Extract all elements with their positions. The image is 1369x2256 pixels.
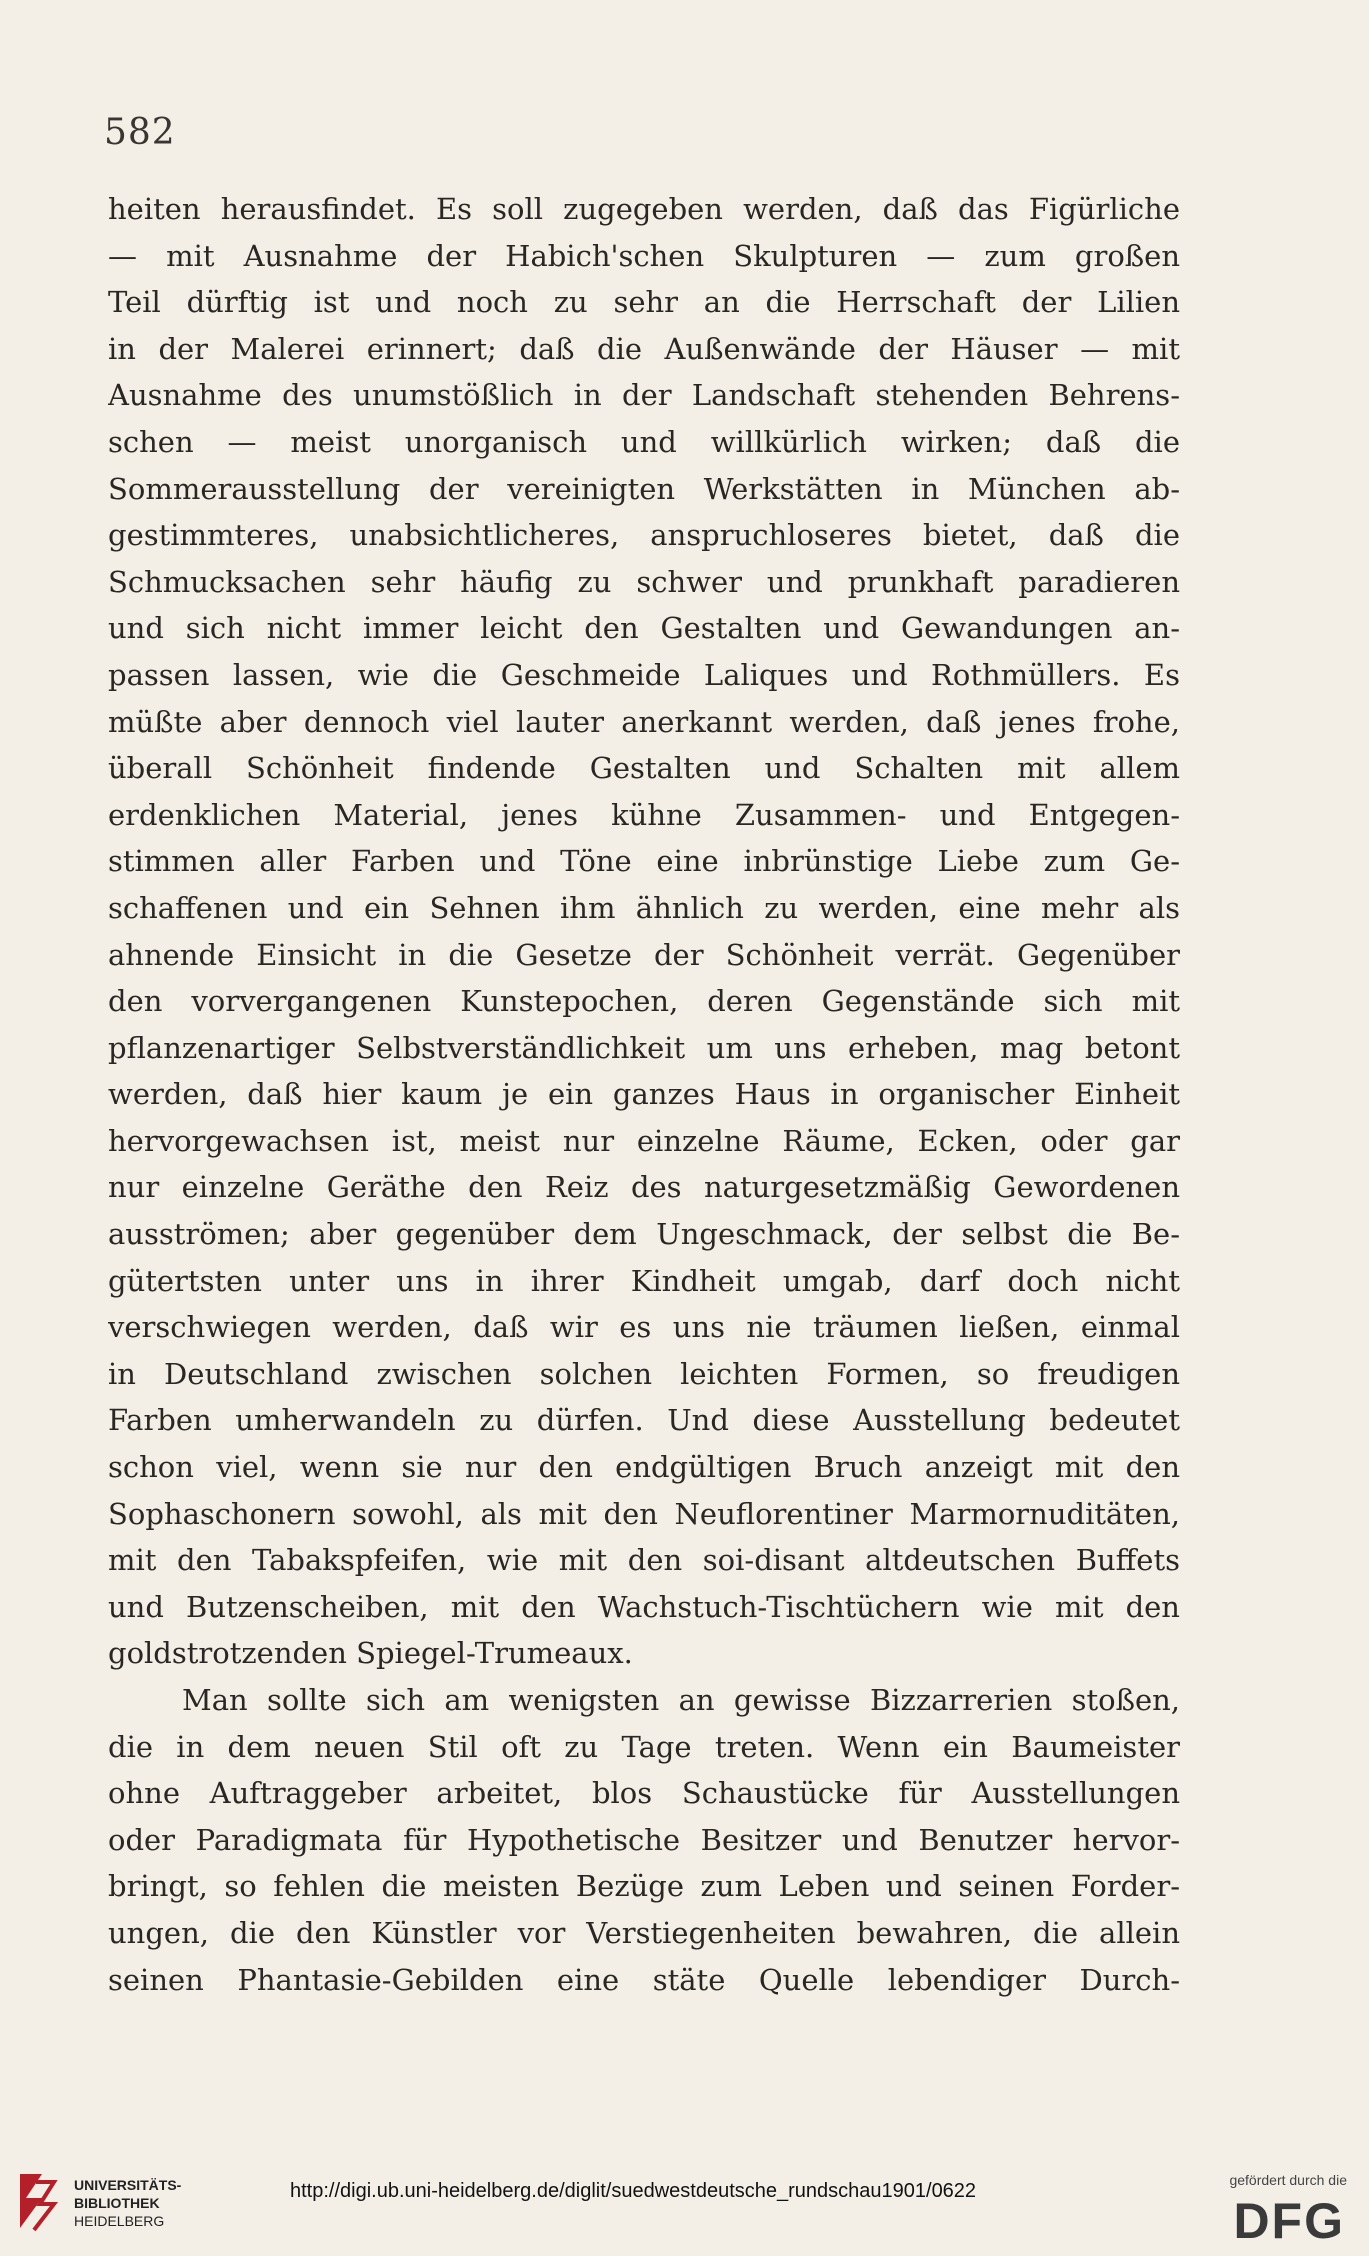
source-url-link[interactable]: http://digi.ub.uni-heidelberg.de/diglit/suedwestdeutsche_rundschau1901/0622 bbox=[290, 2180, 977, 2202]
text-line: müßte aber dennoch viel lauter anerkannt werden, daß jenes frohe, bbox=[108, 704, 1180, 739]
text-line: ohne Auftraggeber arbeitet, blos Schaustücke für Ausstellungen bbox=[108, 1776, 1180, 1811]
text-line: seinen Phantasie-Gebilden eine stäte Quelle lebendiger Durch- bbox=[108, 1962, 1180, 1997]
text-line: und Butzenscheiben, mit den Wachstuch-Tischtüchern wie mit den bbox=[108, 1589, 1180, 1624]
text-line: gütertsten unter uns in ihrer Kindheit umgab, darf doch nicht bbox=[108, 1263, 1180, 1298]
text-line: schaffenen und ein Sehnen ihm ähnlich zu werden, eine mehr als bbox=[108, 890, 1180, 925]
text-line: erdenklichen Material, jenes kühne Zusammen- und Entgegen- bbox=[108, 797, 1180, 832]
institution-name: UNIVERSITÄTS- BIBLIOTHEK HEIDELBERG bbox=[74, 2177, 182, 2229]
text-line: heiten herausfindet. Es soll zugegeben werden, daß das Figürliche bbox=[108, 192, 1180, 226]
footer bbox=[0, 2154, 1369, 2256]
text-line: ahnende Einsicht in die Gesetze der Schönheit verrät. Gegenüber bbox=[108, 937, 1180, 972]
text-line: Ausnahme des unumstößlich in der Landschaft stehenden Behrens- bbox=[108, 378, 1180, 413]
text-line: mit den Tabakspfeifen, wie mit den soi-disant altdeutschen Buffets bbox=[108, 1543, 1180, 1578]
text-line: Schmucksachen sehr häufig zu schwer und prunkhaft paradieren bbox=[108, 564, 1180, 599]
university-library-logo-icon bbox=[12, 2168, 62, 2234]
text-line: ausströmen; aber gegenüber dem Ungeschmack, der selbst die Be- bbox=[108, 1217, 1180, 1252]
text-line: — mit Ausnahme der Habich'schen Skulpturen — zum großen bbox=[108, 238, 1180, 273]
text-line: in der Malerei erinnert; daß die Außenwände der Häuser — mit bbox=[108, 331, 1180, 366]
dfg-logo: DFG bbox=[1233, 2193, 1345, 2249]
text-line: verschwiegen werden, daß wir es uns nie träumen ließen, einmal bbox=[108, 1310, 1180, 1345]
text-line: und sich nicht immer leicht den Gestalten und Gewandungen an- bbox=[108, 611, 1180, 646]
text-line: stimmen aller Farben und Töne eine inbrünstige Liebe zum Ge- bbox=[108, 844, 1180, 879]
text-line: Sophaschonern sowohl, als mit den Neuflorentiner Marmornuditäten, bbox=[108, 1496, 1180, 1531]
text-line: passen lassen, wie die Geschmeide Laliques und Rothmüllers. Es bbox=[108, 657, 1180, 692]
text-line: nur einzelne Geräthe den Reiz des naturgesetzmäßig Gewordenen bbox=[108, 1170, 1180, 1205]
page-number: 582 bbox=[104, 112, 176, 153]
text-line: hervorgewachsen ist, meist nur einzelne Räume, Ecken, oder gar bbox=[108, 1123, 1180, 1158]
body-text bbox=[108, 186, 1180, 2003]
funding-note: gefördert durch die bbox=[1229, 2172, 1347, 2188]
text-line: Farben umherwandeln zu dürfen. Und diese Ausstellung bedeutet bbox=[108, 1403, 1180, 1438]
text-line: oder Paradigmata für Hypothetische Besitzer und Benutzer hervor- bbox=[108, 1822, 1180, 1857]
text-line: Man sollte sich am wenigsten an gewisse Bizzarrerien stoßen, bbox=[182, 1683, 1180, 1717]
text-line: gestimmteres, unabsichtlicheres, anspruchloseres bietet, daß die bbox=[108, 518, 1180, 553]
text-line: goldstrotzenden Spiegel-Trumeaux. bbox=[108, 1636, 633, 1671]
text-line: überall Schönheit findende Gestalten und Schalten mit allem bbox=[108, 751, 1180, 786]
text-line: bringt, so fehlen die meisten Bezüge zum Leben und seinen Forder- bbox=[108, 1869, 1180, 1904]
text-line: Teil dürftig ist und noch zu sehr an die Herrschaft der Lilien bbox=[108, 285, 1180, 320]
text-line: pflanzenartiger Selbstverständlichkeit um uns erheben, mag betont bbox=[108, 1030, 1180, 1065]
text-line: schen — meist unorganisch und willkürlich wirken; daß die bbox=[108, 424, 1180, 459]
text-line: die in dem neuen Stil oft zu Tage treten. Wenn ein Baumeister bbox=[108, 1729, 1180, 1764]
text-line: ungen, die den Künstler vor Verstiegenheiten bewahren, die allein bbox=[108, 1915, 1180, 1950]
text-line: schon viel, wenn sie nur den endgültigen Bruch anzeigt mit den bbox=[108, 1450, 1180, 1485]
text-line: den vorvergangenen Kunstepochen, deren Gegenstände sich mit bbox=[108, 984, 1180, 1019]
text-line: in Deutschland zwischen solchen leichten Formen, so freudigen bbox=[108, 1356, 1180, 1391]
text-line: werden, daß hier kaum je ein ganzes Haus in organischer Einheit bbox=[108, 1077, 1180, 1112]
text-line: Sommerausstellung der vereinigten Werkstätten in München ab- bbox=[108, 471, 1180, 506]
